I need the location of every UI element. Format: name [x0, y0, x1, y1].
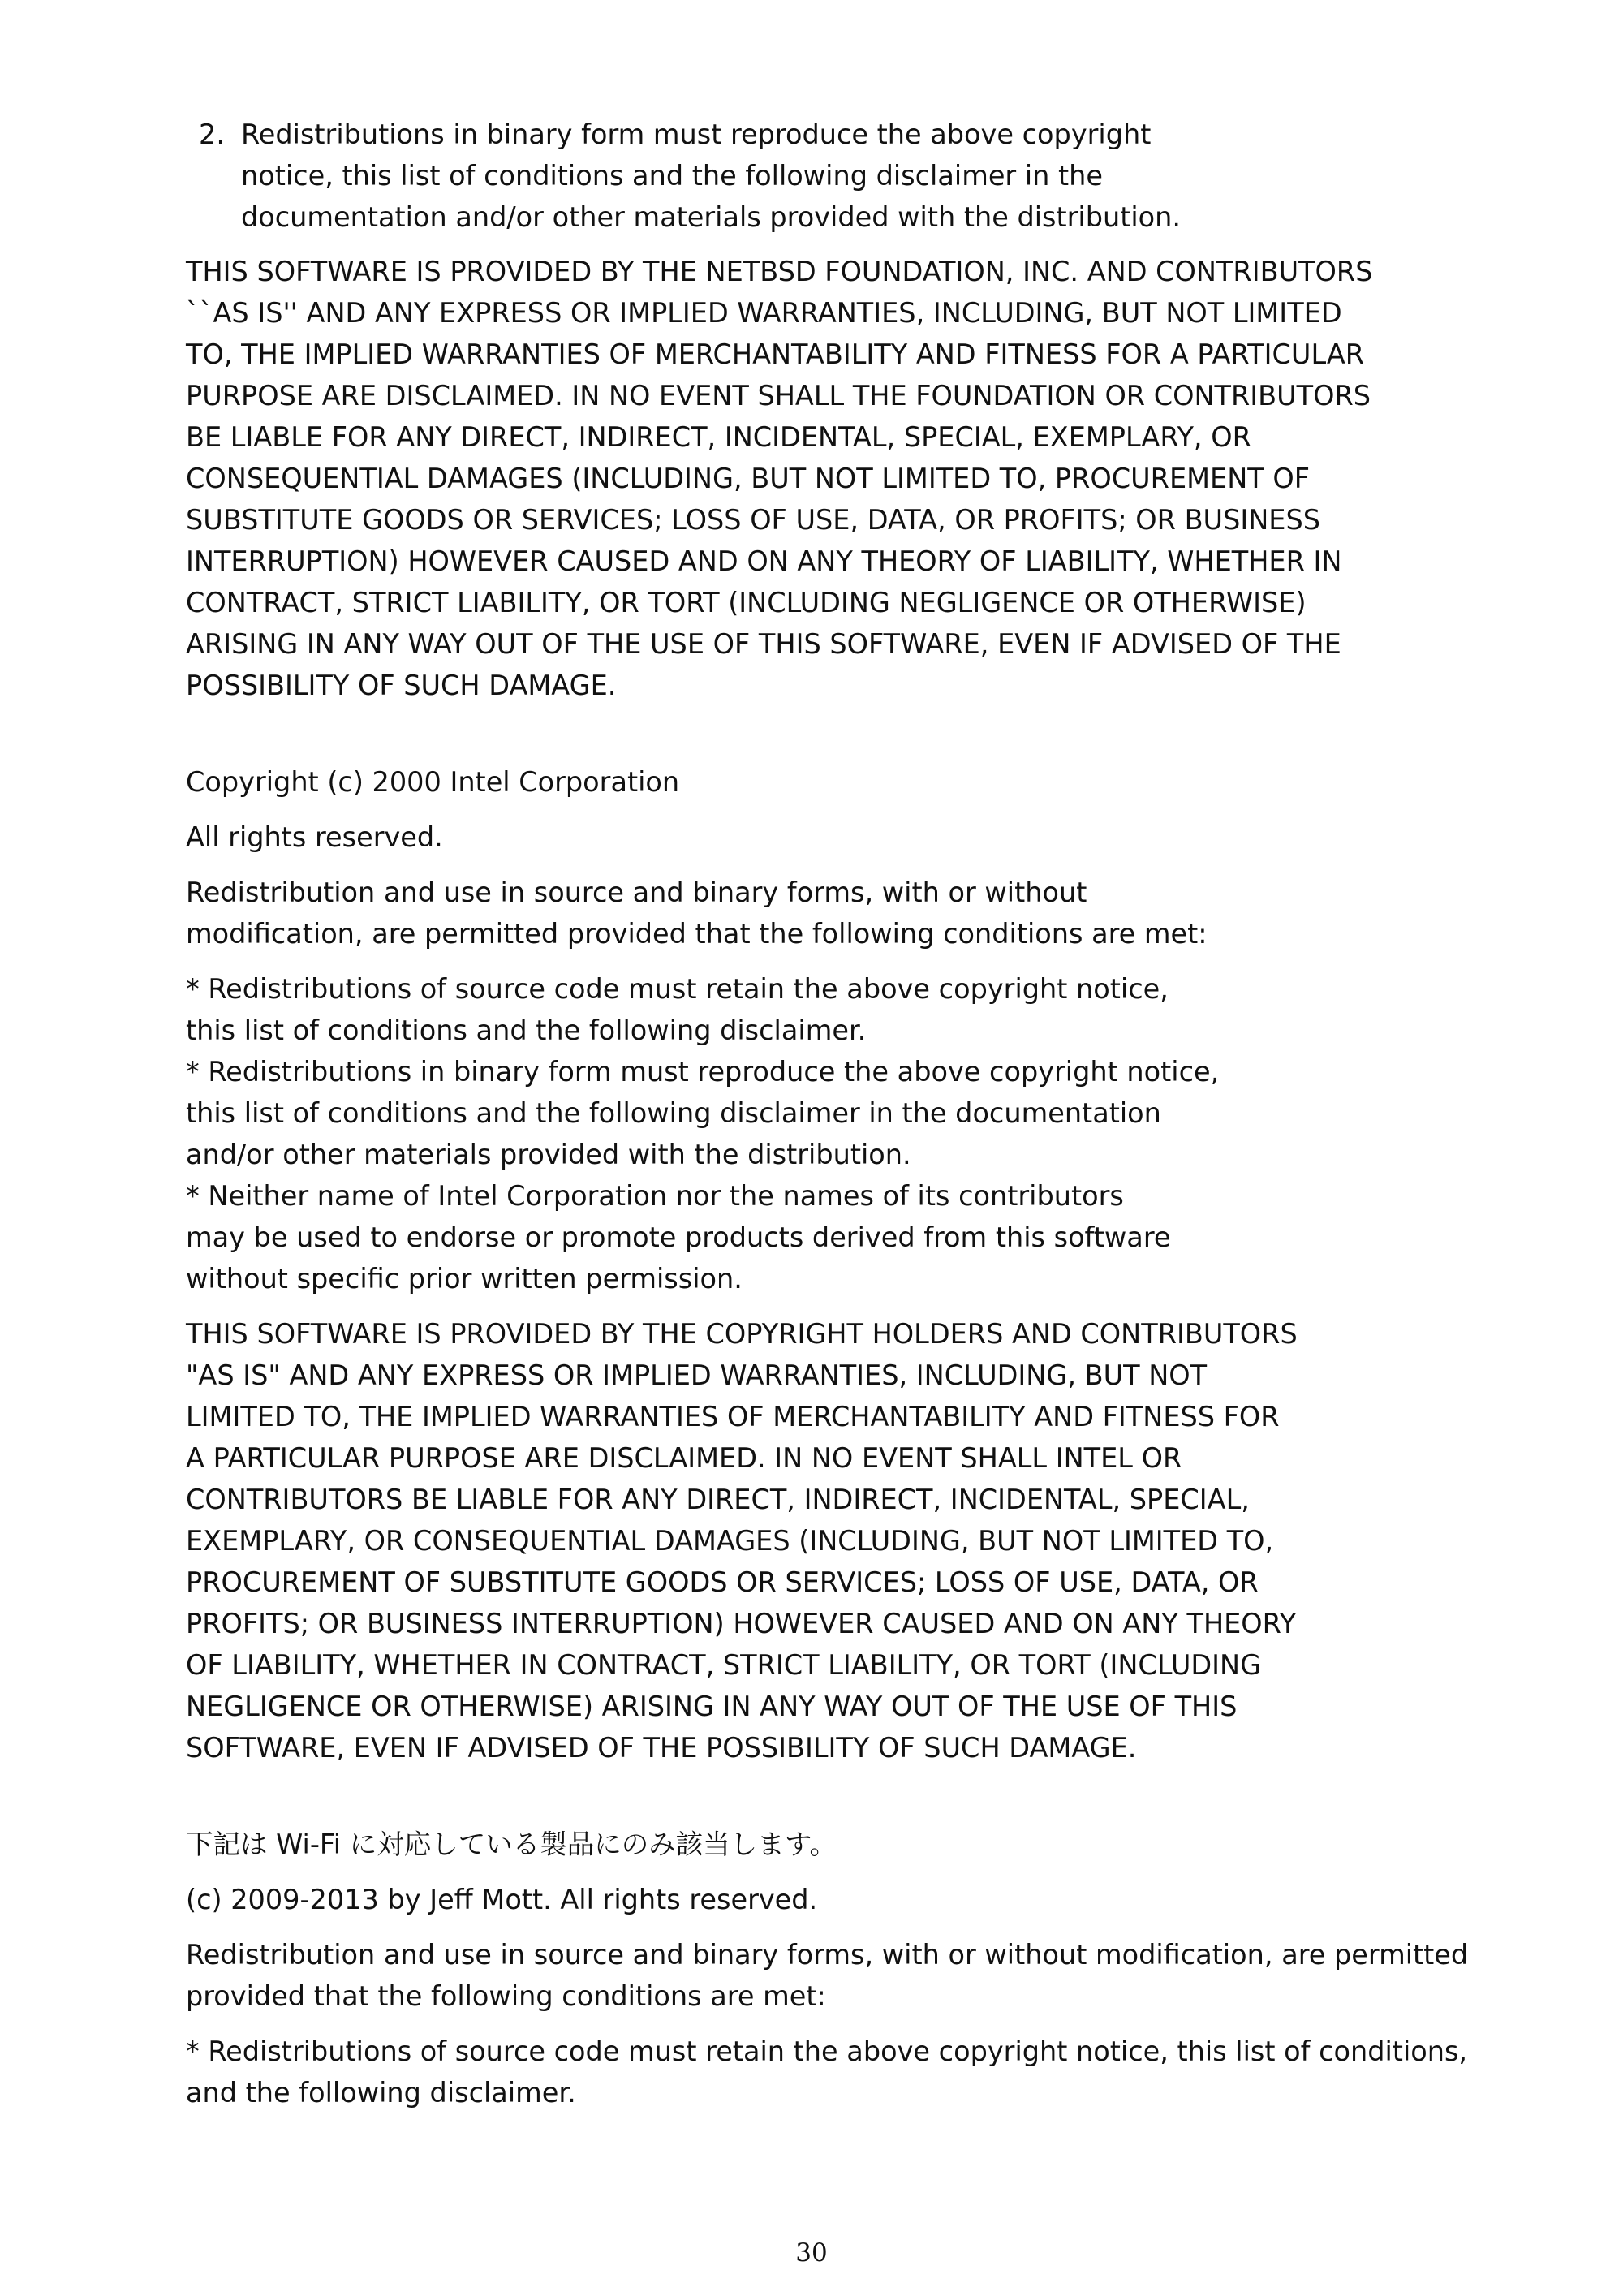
- intel-redistribution: Redistribution and use in source and binary forms, with or without modification, are permitted provided that the following conditions are met:: [186, 877, 1208, 950]
- wifi-note: 下記は Wi-Fi に対応している製品にのみ該当します。: [186, 1829, 837, 1860]
- page-number: 30: [795, 2238, 828, 2268]
- netbsd-disclaimer: THIS SOFTWARE IS PROVIDED BY THE NETBSD FOUNDATION, INC. AND CONTRIBUTORS ``AS IS'' AND ANY EXPRESS OR IMPLIED WARRANTIES, INCLUDING, BUT NOT LIMITED TO, THE IMPLIED WARRANTIES OF MERCHANTABILITY AND FITNESS FOR A PARTICULAR PURPOSE ARE DISCLAIMED. IN NO EVENT SHALL THE FOUNDATION OR CONTRIBUTORS BE LIABLE FOR ANY DIRECT, INDIRECT, INCIDENTAL, SPECIAL, EXEMPLARY, OR CONSEQUENTIAL DAMAGES (INCLUDING, BUT NOT LIMITED TO, PROCUREMENT OF SUBSTITUTE GOODS OR SERVICES; LOSS OF USE, DATA, OR PROFITS; OR BUSINESS INTERRUPTION) HOWEVER CAUSED AND ON ANY THEORY OF LIABILITY, WHETHER IN CONTRACT, STRICT LIABILITY, OR TORT (INCLUDING NEGLIGENCE OR OTHERWISE) ARISING IN ANY WAY OUT OF THE USE OF THIS SOFTWARE, EVEN IF ADVISED OF THE POSSIBILITY OF SUCH DAMAGE.: [186, 256, 1373, 701]
- mott-redistribution: Redistribution and use in source and binary forms, with or without modification, are permitted provided that the following conditions are met:: [186, 1939, 1469, 2012]
- intel-copyright: Copyright (c) 2000 Intel Corporation: [186, 766, 680, 798]
- mott-condition: * Redistributions of source code must retain the above copyright notice, this list of conditions, and the following disclaimer.: [186, 2035, 1468, 2109]
- intel-conditions: * Redistributions of source code must retain the above copyright notice, this list of conditions and the following disclaimer. * Redistributions in binary form must reproduce the above copyright notice, this list of conditions and the following disclaimer in the documentation and/or other materials provided with the distribution. * Neither name of Intel Corporation nor the names of its contributors may be used to endorse or promote products derived from this software without specific prior written permission.: [186, 973, 1220, 1294]
- document-body: [186, 114, 1517, 2113]
- list-item: [186, 114, 1517, 238]
- intel-rights: All rights reserved.: [186, 821, 443, 853]
- list-item-text: Redistributions in binary form must reproduce the above copyright notice, this list of conditions and the following disclaimer in the documentation and/or other materials provided with the distribution.: [241, 118, 1182, 233]
- list-number: 2.: [199, 118, 225, 150]
- intel-disclaimer: THIS SOFTWARE IS PROVIDED BY THE COPYRIGHT HOLDERS AND CONTRIBUTORS "AS IS" AND ANY EXPRESS OR IMPLIED WARRANTIES, INCLUDING, BUT NOT LIMITED TO, THE IMPLIED WARRANTIES OF MERCHANTABILITY AND FITNESS FOR A PARTICULAR PURPOSE ARE DISCLAIMED. IN NO EVENT SHALL INTEL OR CONTRIBUTORS BE LIABLE FOR ANY DIRECT, INDIRECT, INCIDENTAL, SPECIAL, EXEMPLARY, OR CONSEQUENTIAL DAMAGES (INCLUDING, BUT NOT LIMITED TO, PROCUREMENT OF SUBSTITUTE GOODS OR SERVICES; LOSS OF USE, DATA, OR PROFITS; OR BUSINESS INTERRUPTION) HOWEVER CAUSED AND ON ANY THEORY OF LIABILITY, WHETHER IN CONTRACT, STRICT LIABILITY, OR TORT (INCLUDING NEGLIGENCE OR OTHERWISE) ARISING IN ANY WAY OUT OF THE USE OF THIS SOFTWARE, EVEN IF ADVISED OF THE POSSIBILITY OF SUCH DAMAGE.: [186, 1318, 1298, 1764]
- mott-copyright: (c) 2009-2013 by Jeff Mott. All rights reserved.: [186, 1884, 818, 1915]
